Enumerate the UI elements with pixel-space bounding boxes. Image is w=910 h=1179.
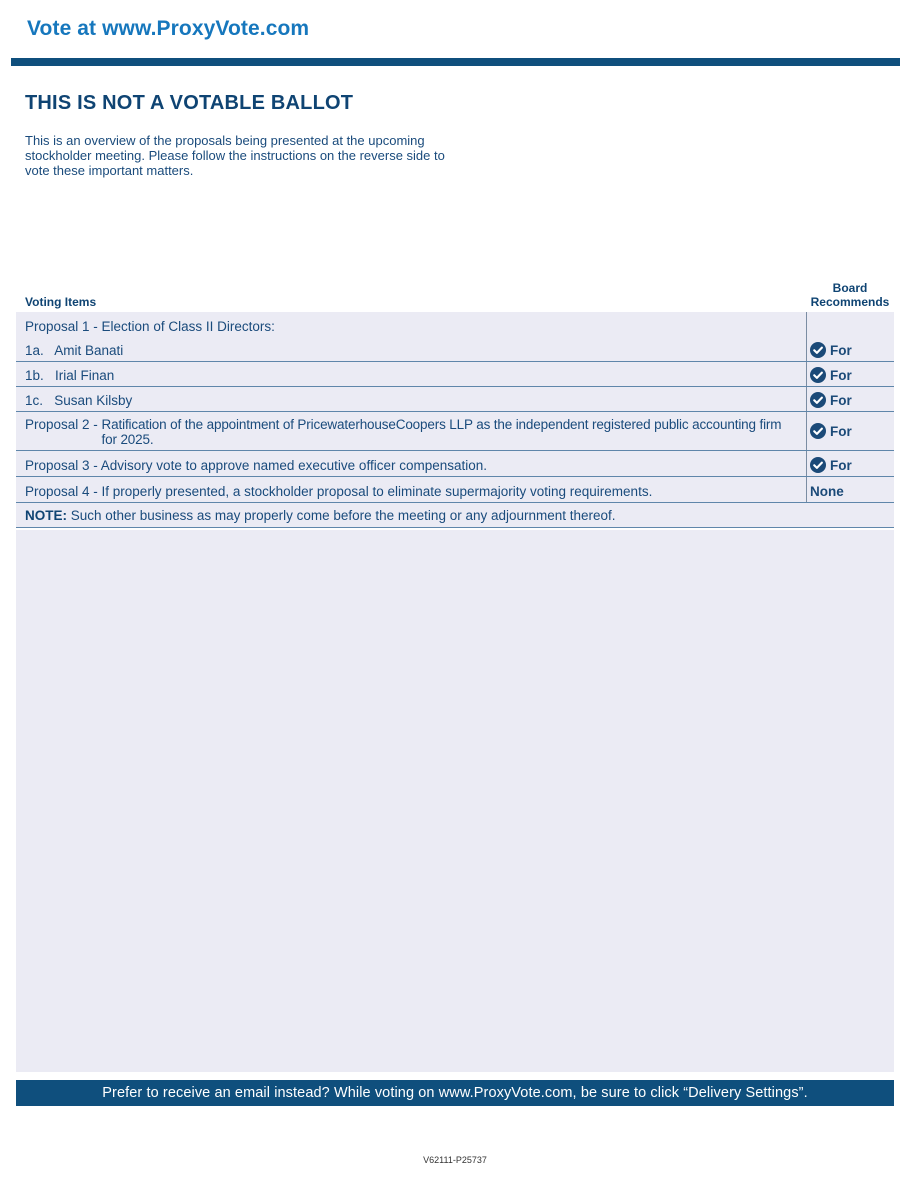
voting-item: Proposal 4 - If properly presented, a stockholder proposal to eliminate supermajority voting requirements. [25, 484, 653, 499]
table-header [16, 280, 894, 312]
table-row [16, 337, 894, 362]
check-circle-icon [810, 392, 826, 408]
recommendation-label: None [810, 484, 844, 499]
voting-item [16, 412, 806, 450]
voting-items-table [16, 280, 894, 528]
check-circle-icon [810, 457, 826, 473]
voting-item: 1c. Susan Kilsby [25, 393, 133, 408]
board-recommendation [806, 477, 894, 502]
board-recommends-header [806, 281, 894, 309]
recommendation-label: For [830, 367, 852, 383]
proposal-2-text [25, 417, 798, 447]
intro-text: This is an overview of the proposals being presented at the upcoming stockholder meeting. Please follow the instructions on the reverse side to vote these important matters. [25, 133, 445, 178]
proposal-2-body: Ratification of the appointment of PricewaterhouseCoopers LLP as the independent registered public accounting firm for 2025. [101, 417, 782, 447]
check-circle-icon [810, 367, 826, 383]
note-text: Such other business as may properly come before the meeting or any adjournment thereof. [67, 508, 616, 523]
recommendation-label: For [830, 342, 852, 358]
recommendation-label: For [830, 423, 852, 439]
table-row [16, 312, 894, 337]
voting-item: Proposal 3 - Advisory vote to approve named executive officer compensation. [25, 458, 488, 473]
recommendation-label: For [830, 457, 852, 473]
board-recommendation [806, 362, 894, 386]
table-row [16, 387, 894, 412]
board-recommendation [806, 387, 894, 411]
table-row [16, 362, 894, 387]
vote-link[interactable]: Vote at www.ProxyVote.com [27, 17, 310, 40]
board-recommendation [806, 451, 894, 476]
check-circle-icon [810, 423, 826, 439]
delivery-settings-banner: Prefer to receive an email instead? While voting on www.ProxyVote.com, be sure to click “Delivery Settings”. [16, 1080, 894, 1106]
table-row [16, 412, 894, 451]
board-header-line2: Recommends [810, 295, 890, 309]
proposal-2-lead: Proposal 2 - [25, 417, 102, 432]
voting-item: 1b. Irial Finan [25, 368, 115, 383]
board-recommendation [806, 412, 894, 450]
note-row [16, 503, 894, 528]
note-label: NOTE: [25, 508, 67, 523]
voting-items-header: Voting Items [25, 295, 97, 309]
header-rule [11, 58, 900, 66]
recommendation-label: For [830, 392, 852, 408]
board-header-line1: Board [832, 281, 868, 295]
table-row [16, 477, 894, 503]
document-code: V62111-P25737 [423, 1155, 487, 1165]
table-row [16, 451, 894, 477]
board-recommendation [806, 312, 894, 337]
blank-panel [16, 530, 894, 1072]
voting-item: Proposal 1 - Election of Class II Directors: [25, 319, 275, 334]
voting-item: 1a. Amit Banati [25, 343, 124, 358]
check-circle-icon [810, 342, 826, 358]
board-recommendation [806, 337, 894, 361]
page-title: THIS IS NOT A VOTABLE BALLOT [25, 92, 354, 114]
